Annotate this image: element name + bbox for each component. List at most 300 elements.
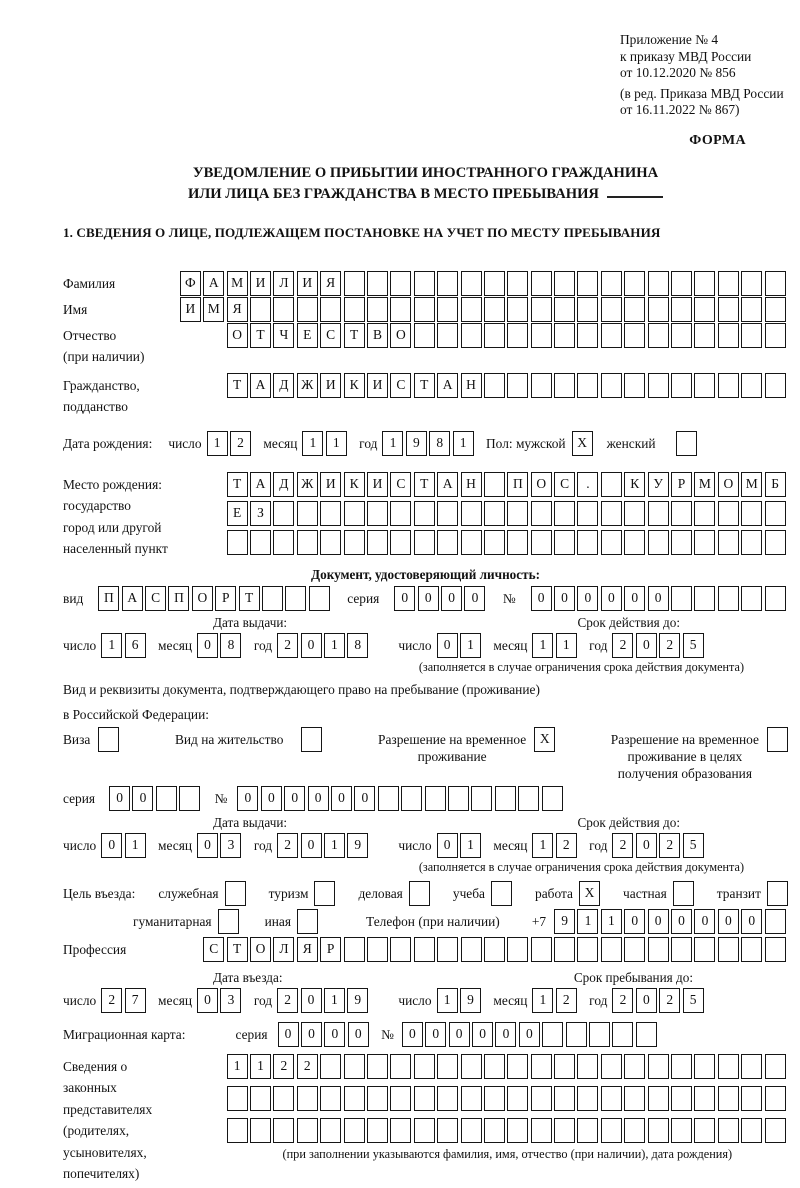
- char-cell[interactable]: [461, 1086, 482, 1111]
- char-cell[interactable]: Д: [273, 472, 294, 497]
- char-cell[interactable]: [273, 501, 294, 526]
- char-cell[interactable]: 2: [612, 988, 633, 1013]
- sex-male-checkbox[interactable]: X: [572, 431, 593, 456]
- char-cell[interactable]: .: [577, 472, 598, 497]
- char-cell[interactable]: 0: [425, 1022, 446, 1047]
- char-cell[interactable]: А: [437, 373, 458, 398]
- char-cell[interactable]: 2: [273, 1054, 294, 1079]
- char-cell[interactable]: [577, 1086, 598, 1111]
- char-cell[interactable]: Ж: [297, 472, 318, 497]
- char-cell[interactable]: [437, 271, 458, 296]
- char-cell[interactable]: 0: [441, 586, 462, 611]
- char-cell[interactable]: 1: [532, 833, 553, 858]
- char-cell[interactable]: [390, 530, 411, 555]
- char-cell[interactable]: 0: [648, 586, 669, 611]
- char-cell[interactable]: Ч: [273, 323, 294, 348]
- char-cell[interactable]: [765, 323, 786, 348]
- char-cell[interactable]: [694, 937, 715, 962]
- visa-checkbox[interactable]: [98, 727, 119, 752]
- char-cell[interactable]: [554, 373, 575, 398]
- char-cell[interactable]: [741, 1054, 762, 1079]
- char-cell[interactable]: 2: [612, 833, 633, 858]
- temporary-residence-checkbox[interactable]: X: [534, 727, 555, 752]
- char-cell[interactable]: 8: [220, 633, 241, 658]
- char-cell[interactable]: [694, 323, 715, 348]
- char-cell[interactable]: [671, 1054, 692, 1079]
- char-cell[interactable]: [495, 786, 516, 811]
- char-cell[interactable]: [671, 501, 692, 526]
- char-cell[interactable]: В: [367, 323, 388, 348]
- char-cell[interactable]: [671, 586, 692, 611]
- char-cell[interactable]: 0: [301, 633, 322, 658]
- char-cell[interactable]: П: [98, 586, 119, 611]
- char-cell[interactable]: 3: [220, 988, 241, 1013]
- char-cell[interactable]: [390, 1086, 411, 1111]
- char-cell[interactable]: 0: [577, 586, 598, 611]
- char-cell[interactable]: 0: [636, 988, 657, 1013]
- char-cell[interactable]: [344, 1118, 365, 1143]
- char-cell[interactable]: [484, 530, 505, 555]
- char-cell[interactable]: 8: [347, 633, 368, 658]
- char-cell[interactable]: Т: [414, 472, 435, 497]
- char-cell[interactable]: [601, 1086, 622, 1111]
- purpose-study-checkbox[interactable]: [491, 881, 512, 906]
- char-cell[interactable]: 0: [495, 1022, 516, 1047]
- char-cell[interactable]: [437, 323, 458, 348]
- char-cell[interactable]: [531, 1054, 552, 1079]
- char-cell[interactable]: [531, 323, 552, 348]
- char-cell[interactable]: [390, 1054, 411, 1079]
- char-cell[interactable]: [531, 373, 552, 398]
- char-cell[interactable]: [765, 373, 786, 398]
- char-cell[interactable]: 9: [347, 988, 368, 1013]
- char-cell[interactable]: [671, 373, 692, 398]
- char-cell[interactable]: [531, 1118, 552, 1143]
- char-cell[interactable]: [601, 323, 622, 348]
- char-cell[interactable]: [367, 1054, 388, 1079]
- char-cell[interactable]: [484, 1118, 505, 1143]
- char-cell[interactable]: [554, 530, 575, 555]
- char-cell[interactable]: [367, 530, 388, 555]
- char-cell[interactable]: [577, 937, 598, 962]
- char-cell[interactable]: И: [250, 271, 271, 296]
- char-cell[interactable]: [624, 297, 645, 322]
- char-cell[interactable]: Б: [765, 472, 786, 497]
- char-cell[interactable]: Т: [227, 472, 248, 497]
- char-cell[interactable]: [367, 1118, 388, 1143]
- purpose-private-checkbox[interactable]: [673, 881, 694, 906]
- char-cell[interactable]: [320, 501, 341, 526]
- char-cell[interactable]: 0: [261, 786, 282, 811]
- char-cell[interactable]: 2: [101, 988, 122, 1013]
- char-cell[interactable]: Я: [227, 297, 248, 322]
- char-cell[interactable]: Т: [239, 586, 260, 611]
- char-cell[interactable]: [344, 1054, 365, 1079]
- char-cell[interactable]: 0: [624, 586, 645, 611]
- char-cell[interactable]: [262, 586, 283, 611]
- char-cell[interactable]: [741, 501, 762, 526]
- char-cell[interactable]: 0: [324, 1022, 345, 1047]
- char-cell[interactable]: 1: [556, 633, 577, 658]
- char-cell[interactable]: [718, 586, 739, 611]
- char-cell[interactable]: [718, 297, 739, 322]
- char-cell[interactable]: 0: [437, 833, 458, 858]
- char-cell[interactable]: [437, 1086, 458, 1111]
- char-cell[interactable]: 1: [326, 431, 347, 456]
- char-cell[interactable]: 0: [741, 909, 762, 934]
- char-cell[interactable]: [437, 297, 458, 322]
- char-cell[interactable]: [671, 323, 692, 348]
- char-cell[interactable]: 1: [324, 833, 345, 858]
- char-cell[interactable]: 0: [648, 909, 669, 934]
- char-cell[interactable]: [484, 937, 505, 962]
- char-cell[interactable]: [320, 1118, 341, 1143]
- char-cell[interactable]: 0: [718, 909, 739, 934]
- char-cell[interactable]: [577, 271, 598, 296]
- char-cell[interactable]: [414, 297, 435, 322]
- char-cell[interactable]: О: [390, 323, 411, 348]
- char-cell[interactable]: [589, 1022, 610, 1047]
- char-cell[interactable]: [554, 297, 575, 322]
- char-cell[interactable]: [765, 1118, 786, 1143]
- char-cell[interactable]: [741, 323, 762, 348]
- char-cell[interactable]: [437, 1118, 458, 1143]
- char-cell[interactable]: З: [250, 501, 271, 526]
- char-cell[interactable]: [448, 786, 469, 811]
- char-cell[interactable]: [484, 501, 505, 526]
- char-cell[interactable]: 1: [324, 988, 345, 1013]
- char-cell[interactable]: Ф: [180, 271, 201, 296]
- char-cell[interactable]: А: [250, 373, 271, 398]
- char-cell[interactable]: 2: [659, 988, 680, 1013]
- char-cell[interactable]: [694, 271, 715, 296]
- char-cell[interactable]: [765, 501, 786, 526]
- char-cell[interactable]: 2: [659, 633, 680, 658]
- char-cell[interactable]: 0: [278, 1022, 299, 1047]
- char-cell[interactable]: 0: [437, 633, 458, 658]
- char-cell[interactable]: [694, 501, 715, 526]
- char-cell[interactable]: [518, 786, 539, 811]
- char-cell[interactable]: [718, 271, 739, 296]
- char-cell[interactable]: С: [320, 323, 341, 348]
- char-cell[interactable]: 1: [460, 833, 481, 858]
- char-cell[interactable]: П: [507, 472, 528, 497]
- temporary-residence-education-checkbox[interactable]: [767, 727, 788, 752]
- purpose-official-checkbox[interactable]: [225, 881, 246, 906]
- char-cell[interactable]: [694, 373, 715, 398]
- char-cell[interactable]: 0: [671, 909, 692, 934]
- char-cell[interactable]: [671, 937, 692, 962]
- char-cell[interactable]: 0: [237, 786, 258, 811]
- char-cell[interactable]: 1: [302, 431, 323, 456]
- char-cell[interactable]: Л: [273, 271, 294, 296]
- char-cell[interactable]: 0: [449, 1022, 470, 1047]
- char-cell[interactable]: [414, 271, 435, 296]
- char-cell[interactable]: 5: [683, 833, 704, 858]
- char-cell[interactable]: [718, 1086, 739, 1111]
- char-cell[interactable]: [507, 323, 528, 348]
- char-cell[interactable]: [297, 297, 318, 322]
- char-cell[interactable]: С: [145, 586, 166, 611]
- char-cell[interactable]: [367, 501, 388, 526]
- char-cell[interactable]: [320, 1054, 341, 1079]
- char-cell[interactable]: [741, 937, 762, 962]
- char-cell[interactable]: [367, 297, 388, 322]
- char-cell[interactable]: М: [227, 271, 248, 296]
- char-cell[interactable]: 0: [394, 586, 415, 611]
- char-cell[interactable]: [507, 937, 528, 962]
- sex-female-checkbox[interactable]: [676, 431, 697, 456]
- char-cell[interactable]: [741, 1118, 762, 1143]
- char-cell[interactable]: 0: [308, 786, 329, 811]
- char-cell[interactable]: [507, 501, 528, 526]
- char-cell[interactable]: [297, 501, 318, 526]
- char-cell[interactable]: [718, 1054, 739, 1079]
- char-cell[interactable]: О: [718, 472, 739, 497]
- char-cell[interactable]: [577, 530, 598, 555]
- char-cell[interactable]: О: [192, 586, 213, 611]
- char-cell[interactable]: [156, 786, 177, 811]
- char-cell[interactable]: [601, 373, 622, 398]
- purpose-transit-checkbox[interactable]: [767, 881, 788, 906]
- char-cell[interactable]: [648, 1118, 669, 1143]
- char-cell[interactable]: П: [168, 586, 189, 611]
- char-cell[interactable]: [507, 297, 528, 322]
- char-cell[interactable]: [320, 530, 341, 555]
- char-cell[interactable]: 0: [109, 786, 130, 811]
- char-cell[interactable]: [671, 1086, 692, 1111]
- char-cell[interactable]: [624, 937, 645, 962]
- char-cell[interactable]: [648, 323, 669, 348]
- char-cell[interactable]: [273, 297, 294, 322]
- char-cell[interactable]: [648, 271, 669, 296]
- char-cell[interactable]: [390, 501, 411, 526]
- char-cell[interactable]: А: [122, 586, 143, 611]
- char-cell[interactable]: 0: [636, 633, 657, 658]
- char-cell[interactable]: 1: [532, 633, 553, 658]
- char-cell[interactable]: [461, 1118, 482, 1143]
- char-cell[interactable]: [624, 323, 645, 348]
- char-cell[interactable]: Л: [273, 937, 294, 962]
- char-cell[interactable]: 0: [197, 988, 218, 1013]
- char-cell[interactable]: 8: [429, 431, 450, 456]
- char-cell[interactable]: 2: [659, 833, 680, 858]
- char-cell[interactable]: [471, 786, 492, 811]
- char-cell[interactable]: И: [320, 373, 341, 398]
- char-cell[interactable]: Н: [461, 373, 482, 398]
- char-cell[interactable]: [612, 1022, 633, 1047]
- char-cell[interactable]: [414, 1054, 435, 1079]
- char-cell[interactable]: [741, 586, 762, 611]
- char-cell[interactable]: 1: [601, 909, 622, 934]
- char-cell[interactable]: 1: [532, 988, 553, 1013]
- char-cell[interactable]: [273, 530, 294, 555]
- char-cell[interactable]: 1: [577, 909, 598, 934]
- char-cell[interactable]: [765, 937, 786, 962]
- char-cell[interactable]: [694, 297, 715, 322]
- char-cell[interactable]: 0: [348, 1022, 369, 1047]
- char-cell[interactable]: [484, 323, 505, 348]
- char-cell[interactable]: О: [250, 937, 271, 962]
- char-cell[interactable]: [320, 1086, 341, 1111]
- char-cell[interactable]: К: [344, 373, 365, 398]
- char-cell[interactable]: [531, 530, 552, 555]
- char-cell[interactable]: 0: [331, 786, 352, 811]
- char-cell[interactable]: [554, 1054, 575, 1079]
- char-cell[interactable]: [390, 1118, 411, 1143]
- char-cell[interactable]: [390, 297, 411, 322]
- char-cell[interactable]: Т: [414, 373, 435, 398]
- char-cell[interactable]: [461, 937, 482, 962]
- char-cell[interactable]: 2: [297, 1054, 318, 1079]
- char-cell[interactable]: 0: [197, 633, 218, 658]
- char-cell[interactable]: [718, 530, 739, 555]
- char-cell[interactable]: [577, 501, 598, 526]
- char-cell[interactable]: [601, 472, 622, 497]
- char-cell[interactable]: [718, 1118, 739, 1143]
- char-cell[interactable]: [765, 297, 786, 322]
- char-cell[interactable]: И: [297, 271, 318, 296]
- char-cell[interactable]: А: [250, 472, 271, 497]
- char-cell[interactable]: 2: [230, 431, 251, 456]
- char-cell[interactable]: 6: [125, 633, 146, 658]
- char-cell[interactable]: [320, 297, 341, 322]
- char-cell[interactable]: [624, 1118, 645, 1143]
- char-cell[interactable]: [227, 530, 248, 555]
- char-cell[interactable]: [671, 271, 692, 296]
- char-cell[interactable]: С: [390, 472, 411, 497]
- char-cell[interactable]: [694, 1054, 715, 1079]
- char-cell[interactable]: 2: [277, 988, 298, 1013]
- char-cell[interactable]: [273, 1086, 294, 1111]
- char-cell[interactable]: [765, 586, 786, 611]
- char-cell[interactable]: [624, 501, 645, 526]
- char-cell[interactable]: [250, 297, 271, 322]
- char-cell[interactable]: [437, 530, 458, 555]
- char-cell[interactable]: [718, 937, 739, 962]
- char-cell[interactable]: А: [203, 271, 224, 296]
- char-cell[interactable]: 0: [554, 586, 575, 611]
- char-cell[interactable]: [227, 1118, 248, 1143]
- char-cell[interactable]: 1: [324, 633, 345, 658]
- purpose-business-checkbox[interactable]: [409, 881, 430, 906]
- char-cell[interactable]: [648, 297, 669, 322]
- char-cell[interactable]: [531, 297, 552, 322]
- char-cell[interactable]: [344, 297, 365, 322]
- char-cell[interactable]: [624, 1086, 645, 1111]
- char-cell[interactable]: Е: [297, 323, 318, 348]
- char-cell[interactable]: [601, 271, 622, 296]
- char-cell[interactable]: [648, 530, 669, 555]
- char-cell[interactable]: [273, 1118, 294, 1143]
- char-cell[interactable]: [554, 1118, 575, 1143]
- char-cell[interactable]: 0: [464, 586, 485, 611]
- char-cell[interactable]: Д: [273, 373, 294, 398]
- char-cell[interactable]: [671, 297, 692, 322]
- char-cell[interactable]: [718, 373, 739, 398]
- char-cell[interactable]: [577, 297, 598, 322]
- char-cell[interactable]: [648, 1054, 669, 1079]
- purpose-tourism-checkbox[interactable]: [314, 881, 335, 906]
- char-cell[interactable]: 0: [519, 1022, 540, 1047]
- char-cell[interactable]: [425, 786, 446, 811]
- char-cell[interactable]: М: [203, 297, 224, 322]
- char-cell[interactable]: [648, 937, 669, 962]
- char-cell[interactable]: 0: [472, 1022, 493, 1047]
- char-cell[interactable]: [484, 297, 505, 322]
- char-cell[interactable]: [694, 586, 715, 611]
- char-cell[interactable]: 0: [636, 833, 657, 858]
- char-cell[interactable]: [624, 1054, 645, 1079]
- char-cell[interactable]: [577, 1054, 598, 1079]
- char-cell[interactable]: Т: [227, 373, 248, 398]
- char-cell[interactable]: 0: [531, 586, 552, 611]
- char-cell[interactable]: 0: [402, 1022, 423, 1047]
- char-cell[interactable]: [309, 586, 330, 611]
- char-cell[interactable]: [671, 530, 692, 555]
- purpose-other-checkbox[interactable]: [297, 909, 318, 934]
- char-cell[interactable]: С: [390, 373, 411, 398]
- char-cell[interactable]: У: [648, 472, 669, 497]
- char-cell[interactable]: [437, 501, 458, 526]
- char-cell[interactable]: 1: [207, 431, 228, 456]
- char-cell[interactable]: 5: [683, 633, 704, 658]
- char-cell[interactable]: [344, 937, 365, 962]
- char-cell[interactable]: [566, 1022, 587, 1047]
- char-cell[interactable]: А: [437, 472, 458, 497]
- char-cell[interactable]: [507, 271, 528, 296]
- char-cell[interactable]: 0: [694, 909, 715, 934]
- char-cell[interactable]: [648, 373, 669, 398]
- char-cell[interactable]: [484, 1086, 505, 1111]
- char-cell[interactable]: [507, 373, 528, 398]
- char-cell[interactable]: [250, 1118, 271, 1143]
- char-cell[interactable]: 0: [301, 988, 322, 1013]
- char-cell[interactable]: [250, 1086, 271, 1111]
- char-cell[interactable]: [577, 323, 598, 348]
- char-cell[interactable]: 1: [250, 1054, 271, 1079]
- char-cell[interactable]: 0: [101, 833, 122, 858]
- char-cell[interactable]: И: [320, 472, 341, 497]
- char-cell[interactable]: 9: [460, 988, 481, 1013]
- char-cell[interactable]: [542, 1022, 563, 1047]
- char-cell[interactable]: 0: [197, 833, 218, 858]
- char-cell[interactable]: [461, 1054, 482, 1079]
- char-cell[interactable]: [741, 530, 762, 555]
- char-cell[interactable]: Т: [344, 323, 365, 348]
- char-cell[interactable]: [507, 1118, 528, 1143]
- char-cell[interactable]: [741, 297, 762, 322]
- char-cell[interactable]: Т: [250, 323, 271, 348]
- char-cell[interactable]: М: [741, 472, 762, 497]
- char-cell[interactable]: 2: [277, 833, 298, 858]
- char-cell[interactable]: [507, 530, 528, 555]
- char-cell[interactable]: [624, 373, 645, 398]
- char-cell[interactable]: Р: [215, 586, 236, 611]
- char-cell[interactable]: 2: [612, 633, 633, 658]
- char-cell[interactable]: О: [227, 323, 248, 348]
- char-cell[interactable]: [554, 323, 575, 348]
- char-cell[interactable]: [694, 1086, 715, 1111]
- char-cell[interactable]: [531, 937, 552, 962]
- char-cell[interactable]: [297, 1086, 318, 1111]
- char-cell[interactable]: [461, 271, 482, 296]
- char-cell[interactable]: Ж: [297, 373, 318, 398]
- char-cell[interactable]: 2: [277, 633, 298, 658]
- char-cell[interactable]: О: [531, 472, 552, 497]
- char-cell[interactable]: 9: [554, 909, 575, 934]
- char-cell[interactable]: [484, 1054, 505, 1079]
